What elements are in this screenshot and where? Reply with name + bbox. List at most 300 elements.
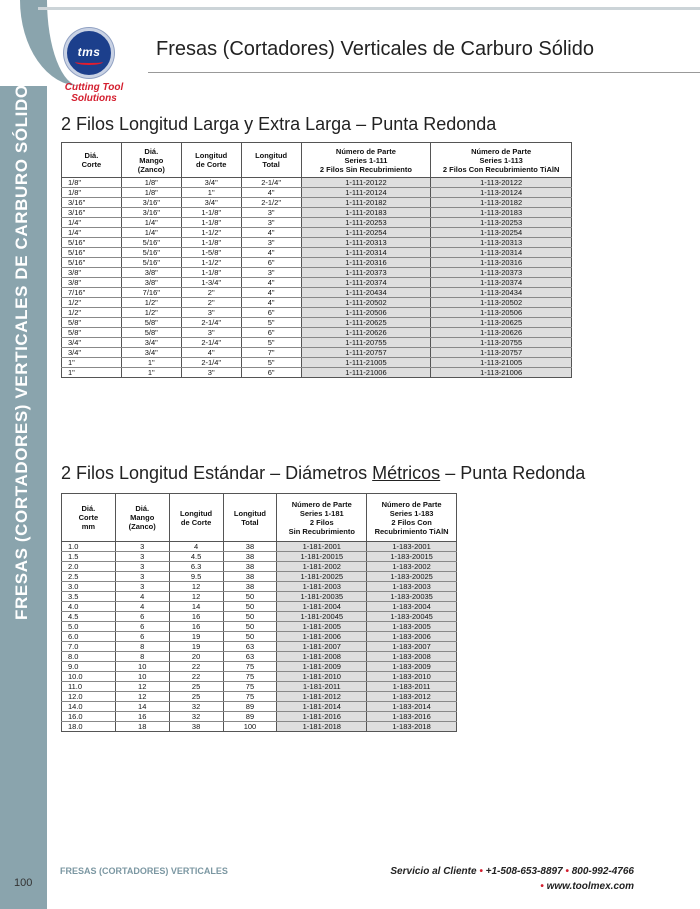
cell-longitud-corte: 12 — [169, 592, 223, 602]
section2-table-body — [62, 542, 457, 732]
table-row — [62, 712, 457, 722]
table-row — [62, 582, 457, 592]
cell-part-number-uncoated: 1-111-20182 — [301, 198, 431, 208]
cell-dia-corte: 18.0 — [62, 722, 116, 732]
cell-dia-mango: 5/16" — [121, 258, 181, 268]
cell-longitud-corte: 22 — [169, 662, 223, 672]
header-part-series-1-113: Número de Parte Series 1-113 2 Filos Con Recubrimiento TiAlN — [431, 143, 572, 178]
footer-contact — [390, 864, 634, 894]
header-dia-mango: Diá. Mango (Zanco) — [121, 143, 181, 178]
cell-dia-mango: 8 — [115, 652, 169, 662]
cell-dia-mango: 1" — [121, 368, 181, 378]
cell-dia-corte: 7.0 — [62, 642, 116, 652]
footer-section-label: FRESAS (CORTADORES) VERTICALES — [60, 866, 228, 876]
cell-dia-corte: 4.0 — [62, 602, 116, 612]
section1-table-body — [62, 178, 572, 378]
cell-longitud-total: 38 — [223, 572, 277, 582]
cell-dia-mango: 3/4" — [121, 348, 181, 358]
cell-longitud-corte: 3/4" — [181, 178, 241, 188]
cell-dia-corte: 3/4" — [62, 348, 122, 358]
header-top-rule — [38, 7, 700, 10]
cell-part-number-uncoated: 1-181-2005 — [277, 622, 367, 632]
cell-dia-corte: 5.0 — [62, 622, 116, 632]
section1-table — [61, 142, 572, 378]
cell-longitud-total: 4" — [241, 228, 301, 238]
cell-longitud-corte: 25 — [169, 682, 223, 692]
cell-dia-mango: 3 — [115, 582, 169, 592]
cell-longitud-total: 4" — [241, 278, 301, 288]
cell-longitud-total: 89 — [223, 702, 277, 712]
cell-part-number-coated: 1-183-2002 — [367, 562, 457, 572]
cell-dia-corte: 1" — [62, 368, 122, 378]
cell-part-number-coated: 1-113-20373 — [431, 268, 572, 278]
cell-part-number-coated: 1-113-20316 — [431, 258, 572, 268]
cell-dia-corte: 3/4" — [62, 338, 122, 348]
cell-part-number-uncoated: 1-111-20316 — [301, 258, 431, 268]
cell-dia-mango: 5/16" — [121, 238, 181, 248]
section2-table — [61, 493, 457, 732]
cell-part-number-uncoated: 1-181-2010 — [277, 672, 367, 682]
tagline-line-2: Solutions — [71, 93, 117, 104]
table-row — [62, 188, 572, 198]
cell-longitud-total: 63 — [223, 642, 277, 652]
tagline-line-1: Cutting Tool — [64, 82, 124, 93]
cell-longitud-corte: 4" — [181, 348, 241, 358]
cell-longitud-total: 2-1/4" — [241, 178, 301, 188]
cell-part-number-coated: 1-183-2008 — [367, 652, 457, 662]
cell-longitud-corte: 1-1/8" — [181, 208, 241, 218]
bullet-icon: • — [565, 866, 569, 877]
cell-dia-corte: 1.0 — [62, 542, 116, 552]
cell-longitud-corte: 32 — [169, 702, 223, 712]
cell-longitud-corte: 16 — [169, 622, 223, 632]
table-row — [62, 308, 572, 318]
bullet-icon: • — [479, 866, 483, 877]
cell-dia-mango: 18 — [115, 722, 169, 732]
cell-part-number-uncoated: 1-111-20506 — [301, 308, 431, 318]
header-part-series-1-183: Número de Parte Series 1-183 2 Filos Con Recubrimiento TiAlN — [367, 494, 457, 542]
table-row — [62, 642, 457, 652]
cell-longitud-corte: 2-1/4" — [181, 358, 241, 368]
brand-logo — [64, 28, 114, 78]
cell-longitud-corte: 4 — [169, 542, 223, 552]
table-row — [62, 552, 457, 562]
table-row — [62, 562, 457, 572]
cell-longitud-total: 4" — [241, 288, 301, 298]
cell-part-number-coated: 1-113-20253 — [431, 218, 572, 228]
cell-part-number-uncoated: 1-181-20035 — [277, 592, 367, 602]
cell-longitud-corte: 2" — [181, 288, 241, 298]
header-longitud-total: Longitud Total — [241, 143, 301, 178]
footer-phone-2[interactable]: 800-992-4766 — [571, 866, 634, 877]
table-row — [62, 612, 457, 622]
table-row — [62, 672, 457, 682]
table-row — [62, 318, 572, 328]
cell-dia-mango: 6 — [115, 632, 169, 642]
cell-part-number-coated: 1-183-2016 — [367, 712, 457, 722]
cell-longitud-corte: 1-1/8" — [181, 268, 241, 278]
cell-part-number-uncoated: 1-181-2004 — [277, 602, 367, 612]
cell-part-number-uncoated: 1-111-20253 — [301, 218, 431, 228]
cell-dia-corte: 2.0 — [62, 562, 116, 572]
cell-longitud-total: 5" — [241, 358, 301, 368]
cell-dia-corte: 1" — [62, 358, 122, 368]
table-row — [62, 702, 457, 712]
cell-longitud-corte: 1-1/8" — [181, 218, 241, 228]
header-dia-corte: Diá. Corte — [62, 143, 122, 178]
cell-longitud-total: 38 — [223, 582, 277, 592]
section2-title — [61, 463, 585, 484]
cell-part-number-coated: 1-183-2010 — [367, 672, 457, 682]
cell-dia-corte: 5/8" — [62, 328, 122, 338]
cell-part-number-uncoated: 1-111-20755 — [301, 338, 431, 348]
cell-part-number-coated: 1-113-20434 — [431, 288, 572, 298]
cell-dia-corte: 16.0 — [62, 712, 116, 722]
cell-part-number-uncoated: 1-181-2014 — [277, 702, 367, 712]
cell-longitud-total: 2-1/2" — [241, 198, 301, 208]
cell-part-number-uncoated: 1-111-20434 — [301, 288, 431, 298]
cell-part-number-uncoated: 1-181-2011 — [277, 682, 367, 692]
cell-dia-mango: 4 — [115, 592, 169, 602]
cell-dia-mango: 3 — [115, 562, 169, 572]
table-row — [62, 278, 572, 288]
table-row — [62, 348, 572, 358]
cell-longitud-corte: 16 — [169, 612, 223, 622]
cell-dia-corte: 3.5 — [62, 592, 116, 602]
cell-part-number-coated: 1-183-2006 — [367, 632, 457, 642]
cell-dia-mango: 4 — [115, 602, 169, 612]
table-row — [62, 602, 457, 612]
cell-dia-corte: 6.0 — [62, 632, 116, 642]
cell-longitud-corte: 1-3/4" — [181, 278, 241, 288]
table-row — [62, 198, 572, 208]
cell-dia-mango: 3 — [115, 572, 169, 582]
cell-dia-corte: 1/8" — [62, 188, 122, 198]
section2-title-part1: 2 Filos Longitud Estándar – Diámetros — [61, 463, 373, 483]
cell-part-number-uncoated: 1-181-20045 — [277, 612, 367, 622]
cell-longitud-corte: 32 — [169, 712, 223, 722]
cell-part-number-coated: 1-113-20506 — [431, 308, 572, 318]
cell-longitud-corte: 1-1/2" — [181, 258, 241, 268]
cell-longitud-total: 75 — [223, 672, 277, 682]
cell-dia-corte: 9.0 — [62, 662, 116, 672]
table-row — [62, 722, 457, 732]
cell-longitud-corte: 9.5 — [169, 572, 223, 582]
cell-dia-corte: 3.0 — [62, 582, 116, 592]
cell-part-number-uncoated: 1-111-20122 — [301, 178, 431, 188]
cell-longitud-corte: 1-1/2" — [181, 228, 241, 238]
cell-part-number-coated: 1-113-20374 — [431, 278, 572, 288]
cell-longitud-total: 89 — [223, 712, 277, 722]
cell-longitud-corte: 2" — [181, 298, 241, 308]
table-row — [62, 178, 572, 188]
table-row — [62, 338, 572, 348]
cell-longitud-corte: 22 — [169, 672, 223, 682]
cell-longitud-total: 4" — [241, 188, 301, 198]
section1-title: 2 Filos Longitud Larga y Extra Larga – Punta Redonda — [61, 114, 497, 134]
cell-longitud-corte: 4.5 — [169, 552, 223, 562]
cell-longitud-total: 7" — [241, 348, 301, 358]
cell-longitud-corte: 3" — [181, 328, 241, 338]
table-row — [62, 692, 457, 702]
cell-dia-mango: 5/16" — [121, 248, 181, 258]
cell-dia-mango: 5/8" — [121, 328, 181, 338]
cell-longitud-corte: 2-1/4" — [181, 318, 241, 328]
cell-longitud-total: 6" — [241, 308, 301, 318]
cell-longitud-total: 100 — [223, 722, 277, 732]
table-row — [62, 662, 457, 672]
cell-part-number-uncoated: 1-181-2009 — [277, 662, 367, 672]
cell-part-number-coated: 1-113-20183 — [431, 208, 572, 218]
header-part-series-1-181: Número de Parte Series 1-181 2 Filos Sin Recubrimiento — [277, 494, 367, 542]
cell-part-number-uncoated: 1-111-20625 — [301, 318, 431, 328]
cell-dia-corte: 5/16" — [62, 238, 122, 248]
header-dia-mango: Diá. Mango (Zanco) — [115, 494, 169, 542]
cell-longitud-corte: 3" — [181, 308, 241, 318]
cell-dia-mango: 3/8" — [121, 278, 181, 288]
cell-dia-corte: 3/8" — [62, 278, 122, 288]
cell-part-number-coated: 1-183-2001 — [367, 542, 457, 552]
cell-dia-mango: 8 — [115, 642, 169, 652]
footer-service-label: Servicio al Cliente — [390, 866, 477, 877]
cell-part-number-coated: 1-113-20254 — [431, 228, 572, 238]
cell-dia-mango: 6 — [115, 622, 169, 632]
table-row — [62, 208, 572, 218]
cell-part-number-coated: 1-183-2012 — [367, 692, 457, 702]
cell-longitud-total: 4" — [241, 248, 301, 258]
cell-dia-corte: 1.5 — [62, 552, 116, 562]
cell-longitud-total: 63 — [223, 652, 277, 662]
cell-dia-mango: 3/4" — [121, 338, 181, 348]
cell-longitud-total: 38 — [223, 542, 277, 552]
cell-part-number-coated: 1-113-20314 — [431, 248, 572, 258]
cell-part-number-coated: 1-113-21006 — [431, 368, 572, 378]
cell-longitud-corte: 2-1/4" — [181, 338, 241, 348]
cell-longitud-corte: 14 — [169, 602, 223, 612]
cell-longitud-total: 4" — [241, 298, 301, 308]
cell-dia-mango: 10 — [115, 672, 169, 682]
cell-dia-corte: 3/16" — [62, 208, 122, 218]
cell-longitud-total: 50 — [223, 612, 277, 622]
cell-longitud-corte: 19 — [169, 642, 223, 652]
cell-part-number-uncoated: 1-181-2001 — [277, 542, 367, 552]
cell-part-number-coated: 1-183-2005 — [367, 622, 457, 632]
cell-dia-corte: 4.5 — [62, 612, 116, 622]
cell-longitud-total: 75 — [223, 662, 277, 672]
table-row — [62, 622, 457, 632]
cell-part-number-uncoated: 1-181-2012 — [277, 692, 367, 702]
header-dia-corte-mm: Diá. Corte mm — [62, 494, 116, 542]
cell-dia-mango: 3/16" — [121, 208, 181, 218]
cell-dia-corte: 5/8" — [62, 318, 122, 328]
section2-title-underlined: Métricos — [372, 463, 441, 483]
table-row — [62, 258, 572, 268]
table-row — [62, 572, 457, 582]
cell-longitud-total: 5" — [241, 318, 301, 328]
cell-dia-mango: 1/8" — [121, 178, 181, 188]
cell-part-number-uncoated: 1-111-20254 — [301, 228, 431, 238]
cell-part-number-coated: 1-183-2014 — [367, 702, 457, 712]
bullet-icon: • — [540, 881, 544, 892]
cell-part-number-coated: 1-113-20124 — [431, 188, 572, 198]
table-row — [62, 592, 457, 602]
cell-part-number-uncoated: 1-111-20502 — [301, 298, 431, 308]
cell-dia-mango: 16 — [115, 712, 169, 722]
cell-dia-corte: 5/16" — [62, 248, 122, 258]
cell-dia-corte: 12.0 — [62, 692, 116, 702]
cell-part-number-uncoated: 1-181-2007 — [277, 642, 367, 652]
cell-longitud-total: 38 — [223, 562, 277, 572]
cell-longitud-total: 3" — [241, 218, 301, 228]
cell-longitud-corte: 20 — [169, 652, 223, 662]
cell-dia-mango: 1/4" — [121, 228, 181, 238]
cell-part-number-coated: 1-113-20757 — [431, 348, 572, 358]
cell-dia-mango: 1/2" — [121, 308, 181, 318]
cell-longitud-total: 6" — [241, 328, 301, 338]
title-divider — [148, 72, 700, 73]
header-longitud-corte: Longitud de Corte — [169, 494, 223, 542]
cell-dia-corte: 1/4" — [62, 218, 122, 228]
table-row — [62, 248, 572, 258]
cell-longitud-total: 3" — [241, 208, 301, 218]
table-row — [62, 652, 457, 662]
cell-part-number-uncoated: 1-181-2006 — [277, 632, 367, 642]
cell-part-number-uncoated: 1-111-20314 — [301, 248, 431, 258]
page-title: Fresas (Cortadores) Verticales de Carburo Sólido — [156, 38, 594, 60]
cell-longitud-corte: 1-1/8" — [181, 238, 241, 248]
cell-part-number-coated: 1-113-20313 — [431, 238, 572, 248]
cell-part-number-coated: 1-113-20755 — [431, 338, 572, 348]
header-longitud-total: Longitud Total — [223, 494, 277, 542]
cell-longitud-total: 50 — [223, 602, 277, 612]
cell-dia-corte: 11.0 — [62, 682, 116, 692]
cell-part-number-coated: 1-113-20502 — [431, 298, 572, 308]
cell-part-number-coated: 1-113-20625 — [431, 318, 572, 328]
cell-part-number-uncoated: 1-111-20313 — [301, 238, 431, 248]
cell-dia-corte: 14.0 — [62, 702, 116, 712]
table-row — [62, 238, 572, 248]
cell-dia-corte: 1/2" — [62, 298, 122, 308]
cell-dia-mango: 6 — [115, 612, 169, 622]
page-number: 100 — [14, 877, 33, 889]
cell-dia-mango: 12 — [115, 682, 169, 692]
cell-part-number-uncoated: 1-181-2002 — [277, 562, 367, 572]
cell-part-number-uncoated: 1-181-20025 — [277, 572, 367, 582]
cell-dia-mango: 3 — [115, 552, 169, 562]
cell-part-number-uncoated: 1-111-20373 — [301, 268, 431, 278]
cell-dia-corte: 2.5 — [62, 572, 116, 582]
cell-part-number-coated: 1-183-20025 — [367, 572, 457, 582]
cell-longitud-corte: 38 — [169, 722, 223, 732]
brand-tagline — [62, 82, 126, 104]
table-row — [62, 632, 457, 642]
cell-dia-corte: 3/16" — [62, 198, 122, 208]
cell-longitud-corte: 1" — [181, 188, 241, 198]
table-row — [62, 328, 572, 338]
cell-part-number-uncoated: 1-111-20626 — [301, 328, 431, 338]
cell-longitud-corte: 12 — [169, 582, 223, 592]
cell-part-number-uncoated: 1-181-2018 — [277, 722, 367, 732]
cell-dia-mango: 3/16" — [121, 198, 181, 208]
logo-swoosh-icon — [75, 59, 103, 65]
cell-longitud-corte: 3/4" — [181, 198, 241, 208]
section2-header-row — [62, 494, 457, 542]
cell-part-number-coated: 1-113-20626 — [431, 328, 572, 338]
header-longitud-corte: Longitud de Corte — [181, 143, 241, 178]
cell-part-number-coated: 1-183-2004 — [367, 602, 457, 612]
cell-dia-corte: 1/2" — [62, 308, 122, 318]
table-row — [62, 228, 572, 238]
cell-part-number-coated: 1-113-21005 — [431, 358, 572, 368]
table-row — [62, 268, 572, 278]
header-part-series-1-111: Número de Parte Series 1-111 2 Filos Sin Recubrimiento — [301, 143, 431, 178]
cell-part-number-uncoated: 1-111-21005 — [301, 358, 431, 368]
cell-longitud-total: 75 — [223, 692, 277, 702]
cell-dia-mango: 5/8" — [121, 318, 181, 328]
footer-contact-line-1 — [390, 864, 634, 879]
cell-part-number-coated: 1-183-2003 — [367, 582, 457, 592]
section1-header-row — [62, 143, 572, 178]
cell-dia-mango: 1/8" — [121, 188, 181, 198]
table-row — [62, 682, 457, 692]
cell-dia-corte: 1/8" — [62, 178, 122, 188]
cell-longitud-total: 6" — [241, 368, 301, 378]
footer-website-link[interactable]: www.toolmex.com — [546, 881, 634, 892]
cell-part-number-coated: 1-183-20015 — [367, 552, 457, 562]
cell-dia-corte: 5/16" — [62, 258, 122, 268]
cell-longitud-corte: 6.3 — [169, 562, 223, 572]
cell-dia-mango: 10 — [115, 662, 169, 672]
cell-dia-mango: 12 — [115, 692, 169, 702]
cell-dia-corte: 10.0 — [62, 672, 116, 682]
table-row — [62, 542, 457, 552]
cell-longitud-total: 6" — [241, 258, 301, 268]
cell-longitud-total: 38 — [223, 552, 277, 562]
table-row — [62, 218, 572, 228]
cell-part-number-uncoated: 1-111-20124 — [301, 188, 431, 198]
cell-longitud-corte: 19 — [169, 632, 223, 642]
cell-part-number-uncoated: 1-111-20757 — [301, 348, 431, 358]
cell-part-number-coated: 1-183-20035 — [367, 592, 457, 602]
footer-contact-line-2 — [390, 879, 634, 894]
table-row — [62, 298, 572, 308]
cell-part-number-uncoated: 1-181-2003 — [277, 582, 367, 592]
cell-dia-mango: 1/2" — [121, 298, 181, 308]
section2-title-part2: – Punta Redonda — [440, 463, 586, 483]
cell-longitud-total: 50 — [223, 592, 277, 602]
cell-longitud-total: 3" — [241, 268, 301, 278]
cell-longitud-total: 3" — [241, 238, 301, 248]
cell-part-number-coated: 1-183-2011 — [367, 682, 457, 692]
cell-part-number-coated: 1-183-20045 — [367, 612, 457, 622]
cell-longitud-total: 5" — [241, 338, 301, 348]
cell-longitud-corte: 3" — [181, 368, 241, 378]
cell-part-number-uncoated: 1-111-21006 — [301, 368, 431, 378]
cell-longitud-total: 50 — [223, 622, 277, 632]
cell-part-number-coated: 1-113-20122 — [431, 178, 572, 188]
cell-longitud-total: 75 — [223, 682, 277, 692]
sidebar-vertical-title: FRESAS (CORTADORES) VERTICALES DE CARBURO SÓLIDO — [12, 84, 31, 620]
cell-part-number-coated: 1-183-2009 — [367, 662, 457, 672]
cell-dia-mango: 14 — [115, 702, 169, 712]
footer-phone-1[interactable]: +1-508-653-8897 — [485, 866, 563, 877]
table-row — [62, 358, 572, 368]
cell-dia-corte: 3/8" — [62, 268, 122, 278]
cell-part-number-uncoated: 1-111-20183 — [301, 208, 431, 218]
cell-dia-mango: 1" — [121, 358, 181, 368]
cell-dia-corte: 1/4" — [62, 228, 122, 238]
cell-part-number-uncoated: 1-181-2016 — [277, 712, 367, 722]
